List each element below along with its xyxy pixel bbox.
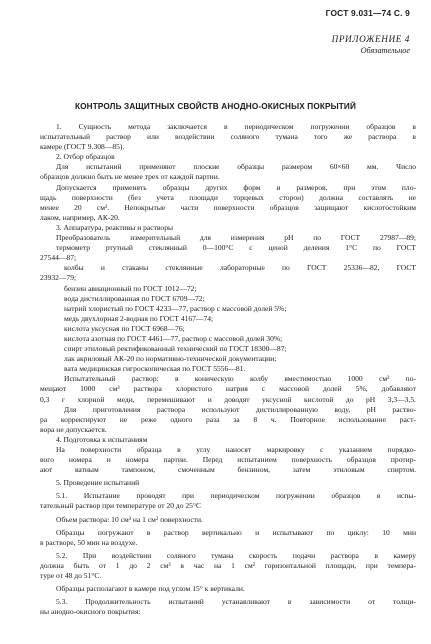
- text-line: ают ватным тампоном, смоченным бензином, затем этиловым спиртом.: [40, 465, 416, 475]
- text-line: менее 20 см². Непокрытые части поверхности образцов защищают кислотостойким: [40, 202, 416, 212]
- text-line: медь двухлорная 2-водная по ГОСТ 4167—74;: [64, 313, 214, 323]
- text-line: 27544—87;: [40, 253, 77, 263]
- text-line: бензин авиационный по ГОСТ 1012—72;: [64, 283, 197, 293]
- text-line: Образцы располагают в камере под углом 15° к вертикали.: [56, 584, 245, 594]
- text-line: вата медицинская гигроскопическая по ГОСТ 5556—81.: [64, 364, 246, 374]
- section-heading: 3. Аппаратура, реактивы и растворы: [56, 222, 174, 232]
- text-line: 5.3. Продолжительность испытаний устанавливают в зависимости от толщи-: [56, 597, 416, 607]
- text-line: вого номера и номера партии. Перед испытанием поверхность образцов протир-: [40, 455, 416, 465]
- text-line: 23932—79;: [40, 273, 77, 283]
- text-line: Объем раствора: 10 см³ на 1 см² поверхности.: [56, 514, 203, 524]
- text-line: Образцы погружают в раствор вертикально и испытывают по циклу: 10 мин: [56, 527, 416, 537]
- text-line: лак акриловый АК-20 по нормативно-технической документации;: [64, 354, 277, 364]
- text-line: лаком, например, АК-20.: [40, 212, 120, 222]
- text-line: вода дистиллированная по ГОСТ 6709—72;: [64, 293, 205, 303]
- text-line: в растворе, 50 мин на воздухе.: [40, 537, 138, 547]
- text-line: 5.2. При воздействии соляного тумана скорость подачи раствора в камеру: [56, 550, 416, 560]
- text-line: 1. Сущность метода заключается в периодическом погружении образцов в: [56, 122, 416, 131]
- text-line: Для приготовления раствора используют дистиллированную воду, pH раство-: [64, 404, 416, 414]
- text-line: Испытательный раствор: в коническую колбу вместимостью 1000 см³ по-: [64, 374, 416, 384]
- text-line: тательный раствор при температуре от 20 до 25°С: [40, 501, 202, 511]
- text-line: натрий хлористый по ГОСТ 4233—77, раствор с массовой долей 5%;: [64, 303, 287, 313]
- text-line: кислота азотная по ГОСТ 4461—77, раствор с массовой долей 30%;: [64, 333, 283, 343]
- text-line: спирт этиловый ректификованный технический по ГОСТ 18300—87;: [64, 344, 287, 354]
- text-line: туре от 48 до 51°С.: [40, 571, 102, 581]
- text-line: кислота уксусная по ГОСТ 6968—76;: [64, 323, 185, 333]
- document-body: [40, 122, 416, 617]
- text-line: 5.1. Испытание проводят при периодическом погружении образцов в испы-: [56, 491, 416, 501]
- text-line: должна быть от 1 до 2 см³ в час на 1 см² горизонтальной площади, при темпера-: [40, 560, 416, 570]
- appendix-title: ПРИЛОЖЕНИЕ 4: [331, 34, 410, 44]
- text-line: мещают 1000 см³ раствора хлористого натрия с массовой долей 5%, добавляют: [40, 384, 416, 394]
- text-line: 0,3 г хлорной меди, перемешивают и доводят уксусной кислотой до pH 3,3—3,5.: [40, 394, 416, 404]
- appendix-subtitle: Обязательное: [360, 46, 410, 55]
- text-line: колбы и стаканы стеклянные лабораторные по ГОСТ 25336—82, ГОСТ: [64, 263, 416, 273]
- text-line: ны анодно-окисного покрытия:: [40, 607, 141, 617]
- document-title: КОНТРОЛЬ ЗАЩИТНЫХ СВОЙСТВ АНОДНО-ОКИСНЫХ ПОКРЫТИЙ: [74, 102, 356, 111]
- text-line: термометр ртутный стеклянный 0—100°С с ценой деления 1°С по ГОСТ: [56, 243, 416, 253]
- text-line: образцов должно быть не менее трех от каждой партии.: [40, 172, 220, 182]
- text-line: Преобразователь измерительный для измерения pH по ГОСТ 27987—89;: [56, 233, 416, 243]
- page-header: ГОСТ 9.031—74 С. 9: [325, 8, 410, 18]
- text-line: На поверхности образца в углу наносят маркировку с указанием порядко-: [56, 445, 416, 454]
- section-heading: 5. Проведение испытаний: [56, 478, 140, 488]
- text-line: Допускается применять образцы других форм и размеров, при этом пло-: [56, 182, 416, 192]
- text-line: вора не допускается.: [40, 424, 107, 434]
- text-line: испытательный раствор или воздействии соляного тумана того же раствора в: [40, 132, 416, 142]
- text-line: камере (ГОСТ 9.308—85).: [40, 142, 125, 152]
- section-heading: 2. Отбор образцов: [56, 152, 115, 162]
- text-line: щадь поверхности (без учета площади торцевых сторон) должна составлять не: [40, 192, 416, 202]
- section-heading: 4. Подготовка к испытаниям: [56, 434, 148, 444]
- appendix-block: [332, 34, 410, 55]
- text-line: Для испытаний применяют плоские образцы размером 60×60 мм. Число: [56, 162, 416, 172]
- text-line: ра корректируют не реже одного раза за 8 ч. Повторное использование раст-: [40, 414, 416, 424]
